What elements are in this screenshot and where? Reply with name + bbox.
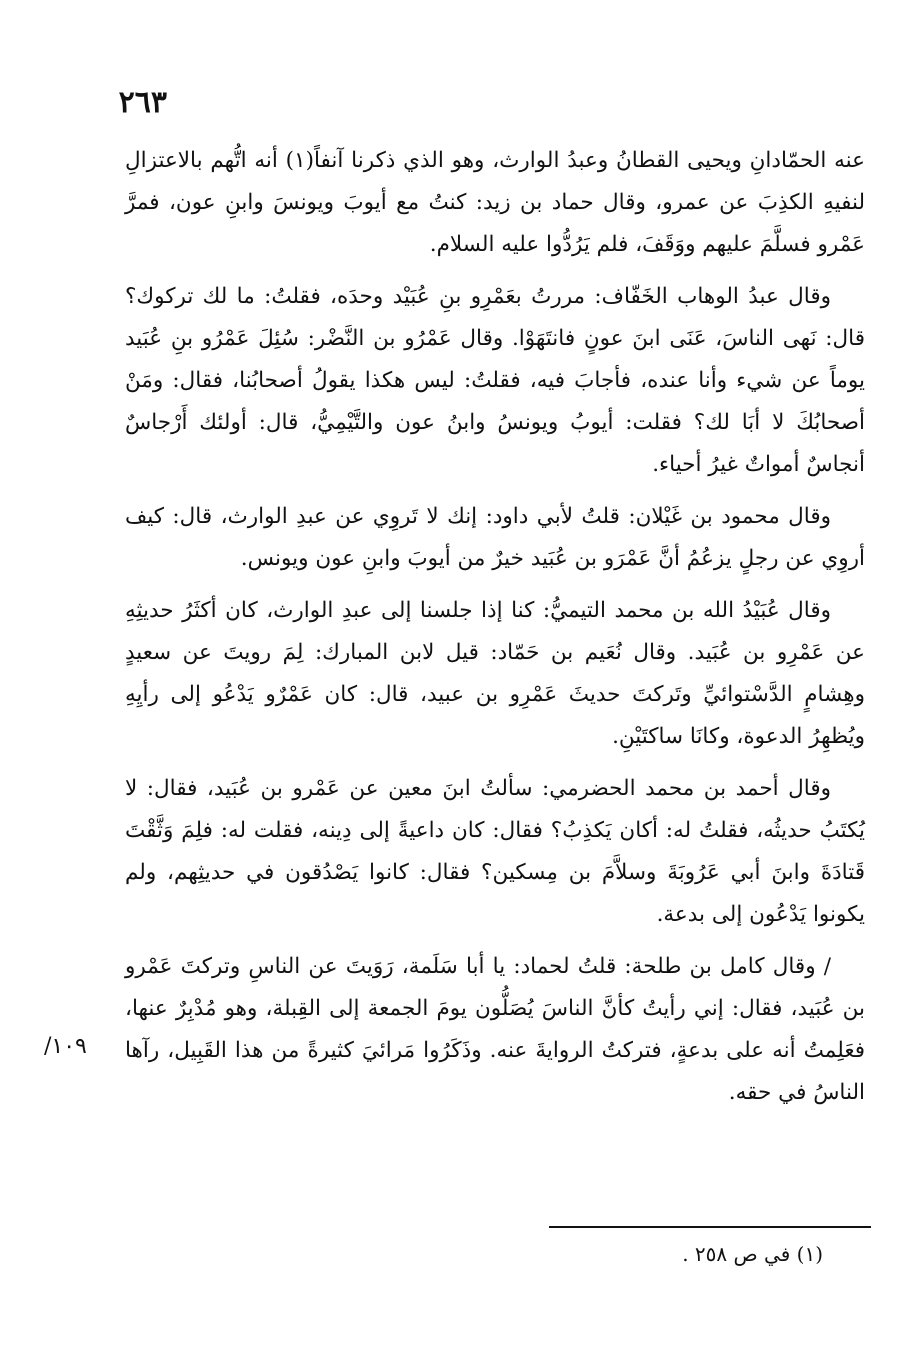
paragraph-6: / وقال كامل بن طلحة: قلتُ لحماد: يا أبا سَلَمة، رَوَيتَ عن الناسِ وتركتَ عَمْرو بن عُبَيد، فقال: إني رأيتُ كأنَّ الناسَ يُصَلُّون يومَ الجمعة إلى القِبلة، وهو مُدْبِرٌ عنها، فعَلِمتُ أنه على بدعةٍ، فتركتُ الروايةَ عنه. وذَكَرُوا مَرائيَ كثيرةً من هذا القَبِيل، رآها الناسُ في حقه. (125, 954, 865, 1105)
margin-reference: ١٠٩/ (44, 1034, 87, 1059)
paragraph-4: وقال عُبَيْدُ الله بن محمد التيميُّ: كنا إذا جلسنا إلى عبدِ الوارث، كان أكثَرُ حديثِهِ عن عَمْرِو بن عُبَيد. وقال نُعَيم بن حَمّاد: قيل لابن المبارك: لِمَ رويتَ عن سعيدٍ وهِشامٍ الدَّسْتوائيِّ وتَركتَ حديثَ عَمْرِو بن عبيد، قال: كان عَمْرٌو يَدْعُو إلى رأيِهِ ويُظهِرُ الدعوة، وكانَا ساكتَيْنِ. (125, 598, 865, 749)
paragraph-1: عنه الحمّادانِ ويحيى القطانُ وعبدُ الوارث، وهو الذي ذكرنا آنفاً(١) أنه اتُّهم بالاعتزالِ لنفيهِ الكذِبَ عن عمرو، وقال حماد بن زيد: كنتُ مع أيوبَ ويونسَ وابنِ عون، فمرَّ عَمْرو فسلَّمَ عليهم ووَقَفَ، فلم يَرُدُّوا عليه السلام. (125, 148, 865, 257)
paragraph-3: وقال محمود بن غَيْلان: قلتُ لأبي داود: إنك لا تَروِي عن عبدِ الوارث، قال: كيف أروِي عن رجلٍ يزعُمُ أنَّ عَمْرَو بن عُبَيد خيرٌ من أيوبَ وابنِ عون ويونس. (125, 504, 865, 571)
footnote-divider (549, 1226, 871, 1228)
paragraph-2: وقال عبدُ الوهاب الخَفّاف: مررتُ بعَمْرِو بنِ عُبَيْد وحدَه، فقلتُ: ما لك تركوك؟ قال: نَهى الناسَ، عَنَى ابنَ عونٍ فانتَهَوْا. وقال عَمْرُو بن النَّضْر: سُئِلَ عَمْرُو بنِ عُبَيد يوماً عن شيء وأنا عنده، فأجابَ فيه، فقلتُ: ليس هكذا يقولُ أصحابُنا، فقال: ومَنْ أصحابُكَ لا أبَا لك؟ فقلت: أيوبُ ويونسُ وابنُ عون والتَّيْمِيُّ، قال: أولئك أَرْجاسٌ أنجاسٌ أمواتٌ غيرُ أحياء. (125, 284, 865, 477)
paragraph-5: وقال أحمد بن محمد الحضرمي: سألتُ ابنَ معين عن عَمْرو بن عُبَيد، فقال: لا يُكتَبُ حديثُه، فقلتُ له: أكان يَكذِبُ؟ فقال: كان داعيةً إلى دِينه، فقلت له: فلِمَ وَثَّقْتَ قَتادَةَ وابنَ أبي عَرُوبَةَ وسلاَّمَ بن مِسكين؟ فقال: كانوا يَصْدُقون في حديثِهم، ولم يكونوا يَدْعُون إلى بدعة. (125, 776, 865, 927)
footnote: (١) في ص ٢٥٨ . (682, 1242, 823, 1266)
page-body (125, 140, 865, 1114)
page-number: ٢٦٣ (118, 85, 167, 120)
